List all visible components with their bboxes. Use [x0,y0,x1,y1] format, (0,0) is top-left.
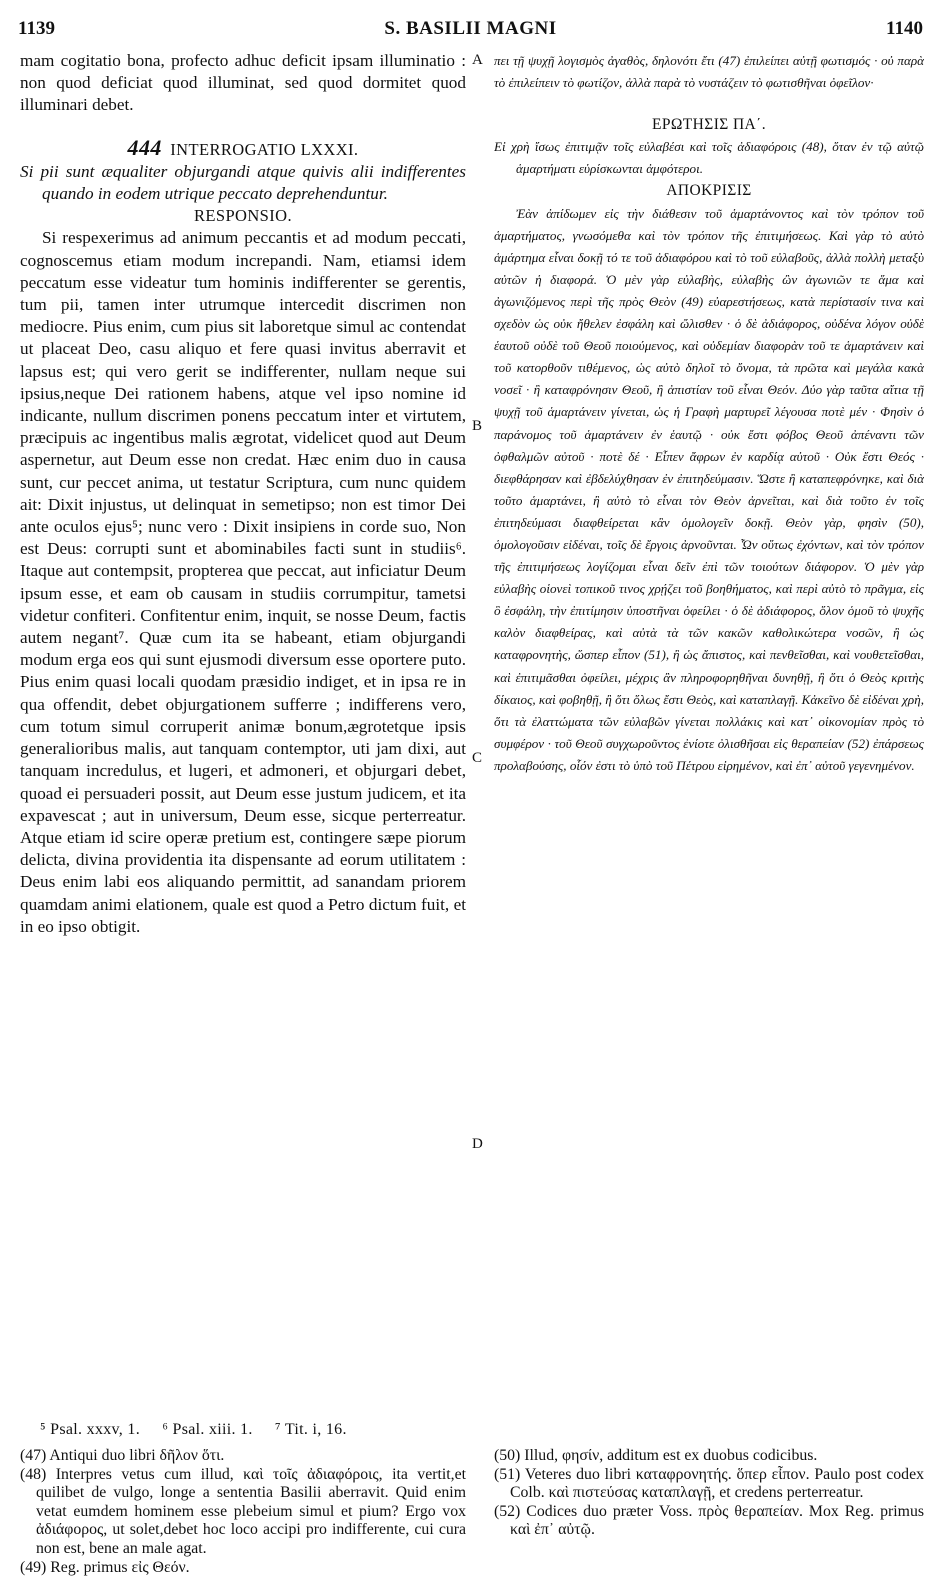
footnote: (48) Interpres vetus cum illud, καὶ τοῖς ἀδιαφόροις, ita vertit,et quilibet de vulgo, longe a sententia Basilii aberravit. Quid enim vetat eumdem hominem esse plebeium simul et pium? Ergo vox ἀδιάφορος, ut solet,debet hoc loco accipi pro indifferente, cui cura non est, bene an male agat. [20,1465,466,1557]
scripture-ref: ⁷ Tit. i, 16. [275,1421,347,1438]
footnote: (49) Reg. primus εἰς Θεόν. [20,1558,190,1576]
margin-letter-b: B [472,418,483,434]
scripture-ref: ⁵ Psal. xxxv, 1. [40,1421,141,1438]
greek-response-text: Ἐὰν ἀπίδωμεν εἰς τὴν διάθεσιν τοῦ ἁμαρτάνοντος καὶ τὸν τρόπον τοῦ ἁμαρτήματος, γνωσόμεθα καὶ τὸν τρόπον τῆς ἐπιτιμήσεως. Καὶ γὰρ τὸ αὐτὸ ἁμάρτημα εἶναι δοκῇ τό τε τοῦ ἀδιαφόρου καὶ τὸ τοῦ εὐλαβοῦς, ἀλλὰ πολλὴ μεταξὺ αὐτῶν ἡ διαφορά. Ὁ μὲν γὰρ εὐλαβὴς, εὐλαβὴς ὢν ἀγωνιῶν τε ἅμα καὶ ἀγωνιζόμενος περὶ τῆς πρὸς Θεὸν (49) εὐαρεστήσεως, κατὰ περίστασίν τινα καὶ σχεδὸν ὡς οὐκ ἤθελεν ἐσφάλη καὶ ὤλισθεν · ὁ δὲ ἀδιάφορος, οὐδένα λόγον οὐδὲ ἑαυτοῦ οὐδὲ τοῦ Θεοῦ ποιούμενος, καὶ οὐδεμίαν διαφορὰν τοῦ τε ἁμαρτάνειν καὶ τοῦ κατορθοῦν τιθέμενος, ὡς αὐτὸ δηλοῖ τὸ ὄνομα, τὰ πρῶτα καὶ μεγάλα κακὰ νοσεῖ · ἢ καταφρόνησιν Θεοῦ, ἢ ἀπιστίαν τοῦ εἶναι Θεόν. Δύο γὰρ ταῦτα αἴτια τῇ ψυχῇ τοῦ ἁμαρτάνειν γίνεται, ὡς ἡ Γραφὴ μαρτυρεῖ λέγουσα ποτὲ μέν · Φησὶν ὁ παράνομος τοῦ ἁμαρτάνειν ἐν ἑαυτῷ · οὐκ ἔστι φόβος Θεοῦ ἀπέναντι τῶν ὀφθαλμῶν αὐτοῦ · ποτὲ δέ · Εἶπεν ἄφρων ἐν καρδίᾳ αὐτοῦ · Οὐκ ἔστι Θεός · διεφθάρησαν καὶ ἐβδελύχθησαν ἐν ἐπιτηδεύμασιν. Ὥστε ἢ καταπεφρόνηκε, καὶ διὰ τοῦτο ἁμαρτάνει, ἢ αὐτὸ τὸ εἶναι τὸν Θεὸν ἀρνεῖται, καὶ διὰ τοῦτο ἐν τοῖς ἐπιτηδεύμασι διαφθείρεται κἂν ὁμολογεῖν δοκῇ. Θεὸν γὰρ, φησὶν (50), ὁμολογοῦσιν εἰδέναι, τοῖς δὲ ἔργοις ἀρνοῦνται. Ὧν οὕτως ἐχόντων, καὶ τὸν τρόπον τῆς ἐπιτιμήσεως λογίζομαι εἶναι δεῖν ἐπὶ τῶν τοιούτων διάφορον. Ὁ μὲν γὰρ εὐλαβὴς οἱονεὶ τοπικοῦ τινος χρῄζει τοῦ βοηθήματος, καὶ περὶ αὐτὸ τὸ πρᾶγμα, εἰς ὃ ἐσφάλη, τὴν ἐπιτίμησιν ὑποστῆναι ὀφείλει · ὁ δὲ ἀδιάφορος, ὅλον ὁμοῦ τὸ ψυχῆς καλὸν διαφθείρας, καὶ αὐτὰ τὰ τῶν κακῶν καθολικώτερα νοσῶν, ἢ ὡς καταφρονητὴς, ὥσπερ εἶπον (51), ἢ ὡς ἄπιστος, καὶ πενθεῖσθαι, καὶ νουθετεῖσθαι, καὶ ἐπιτιμᾶσθαι ὀφείλει, μέχρις ἂν πληροφορηθῆναι δυνηθῇ, ἢ ὅτι ὁ Θεὸς κριτὴς δίκαιος, καὶ φοβηθῇ, ἢ ὅτι ὅλως ἔστι Θεὸς, καὶ καταπλαγῇ. Κἀκεῖνο δὲ εἰδέναι χρὴ, ὅτι τὰ ἐλαττώματα τῶν εὐλαβῶν γίνεται πολλάκις καὶ κατ᾽ οἰκονομίαν πρὸς τὸ συμφέρον · τοῦ Θεοῦ συγχωροῦντος ἐνίοτε ὀλισθῆσαι εἰς θεραπείαν (52) ἐπάρσεως προλαβούσης, οἷόν ἐστι τὸ ὑπὸ τοῦ Πέτρου εἰρημένον, καὶ ἐπ᾽ αὐτοῦ γεγενημένον. [494,205,924,773]
latin-response-heading: RESPONSIO. [194,206,292,226]
greek-question-text: Εἰ χρὴ ἴσως ἐπιτιμᾷν τοῖς εὐλαβέσι καὶ τοῖς ἀδιαφόροις (48), ὅταν ἐν τῷ αὐτῷ ἁμαρτήματι εὑρίσκωνται ἀμφότεροι. [494,139,924,177]
footnote: (51) Veteres duo libri καταφρονητής. ὅπερ εἶπον. Paulo post codex Colb. καὶ πιστεύσας καταπλαγῇ, et credens perterreatur. [494,1465,924,1502]
footnotes-right [494,1447,924,1540]
greek-column [494,50,924,1240]
right-page-number: 1140 [886,18,923,39]
footnote: (47) Antiqui duo libri δῆλον ὅτι. [20,1447,225,1464]
margin-letter-c: C [472,750,483,766]
page-header [18,18,923,46]
greek-intro-paragraph: πει τῇ ψυχῇ λογισμὸς ἀγαθὸς, δηλονότι ἔτι (47) ἐπιλείπει αὐτῇ φωτισμός · οὐ παρὰ τὸ ἐπιλείπειν τὸ φωτίζον, ἀλλὰ παρὰ τὸ νυστάζειν τὸ φωτισθῆναι ὀφεῖλον· [494,53,924,91]
scripture-ref: ⁶ Psal. xiii. 1. [162,1421,253,1438]
latin-question-text: Si pii sunt æqualiter objurgandi atque quivis alii indifferentes quando in eodem utrique peccato deprehenduntur. [20,161,466,204]
latin-question-title: INTERROGATIO LXXXI. [170,139,359,159]
running-title: S. BASILII MAGNI [384,18,557,39]
latin-intro-paragraph: mam cogitatio bona, profecto adhuc deficit ipsam illuminatio : non quod deficiat quod illuminat, sed quod dormitet quod illuminari debet. [20,51,466,115]
margin-letter-a: A [472,52,483,68]
footnote: (52) Codices duo præter Voss. πρὸς θεραπείαν. Mox Reg. primus καὶ ἐπ᾽ αὐτῷ. [494,1502,924,1539]
question-number: 444 [127,134,162,160]
left-page-number: 1139 [18,18,55,39]
latin-question-heading [20,134,466,161]
greek-question-heading: ΕΡΩΤΗΣΙΣ ΠΑ΄. [652,116,766,134]
footnote: (50) Illud, φησίν, additum est ex duobus codicibus. [494,1447,818,1464]
latin-column [20,50,466,1415]
scripture-references [40,1421,365,1439]
greek-response-heading: ΑΠΟΚΡΙΣΙΣ [666,182,752,200]
latin-response-text: Si respexerimus ad animum peccantis et ad modum peccati, cognoscemus etiam modum increpandi. Nam, etiamsi idem peccatum esse videatur tum hominis indifferenter se gerentis, tum pii, tamen inter utrumque intercedit discrimen non mediocre. Pius enim, cum pius sit laboretque simul ac contendat ut placeat Deo, casu aliquo et fere quasi invitus aberravit et lapsus est; qui vero gerit se indifferenter, nullam neque sui ipsius,neque Dei rationem habens, atque vel ipso nomine id indicante, nullum discrimen ponens peccatum inter et virtutem, præcipuis ac ingentibus malis ægrotat, videlicet quod aut Deum aspernetur, aut Deum esse non credat. Hæc enim duo in causa sunt, cur peccet anima, ut testatur Scriptura, cum nunc quidem ait: Dixit injustus, ut delinquat in semetipso; non est timor Dei ante oculos ejus⁵; nunc vero : Dixit insipiens in corde suo, Non est Deus: corrupti sunt et abominabiles facti sunt in studiis⁶. Itaque aut contempsit, propterea que peccat, aut inficiatur Deum ipsum esse, et eam ob causam in studiis corrumpitur, tametsi videtur confiteri. Confitentur enim, inquit, se nosse Deum, factis autem negant⁷. Quæ cum ita se habeant, etiam objurgandi modum erga eos qui sunt ejusmodi diversum esse oportere puto. Pius enim quasi locali quodam præsidio indiget, et in ipsa re in qua offendit, debet objurgationem sufferre ; indifferens vero, cum totum simul corruperit animæ bonum,ægrotetque ipsis generalioribus malis, aut tanquam contemptor, uti jam dixi, aut tanquam incredulus, et lugeri, et admoneri, et objurgari debet, quoad ei persuaderi possit, aut Deum esse justum judicem, et ita expavescat ; aut in universum, Deum esse, sicque perterreatur. Atque etiam id scire operæ pretium est, contingere sæpe piorum delicta, divina providentia ita dispensante ad eorum utilitatem : Deus enim labi eos aliquando permittit, ad sanandam priorem quamdam animi elationem, quale est quod a Petro dictum fuit, et in eo ipso obtigit. [20,228,466,936]
margin-letter-d: D [472,1136,483,1152]
